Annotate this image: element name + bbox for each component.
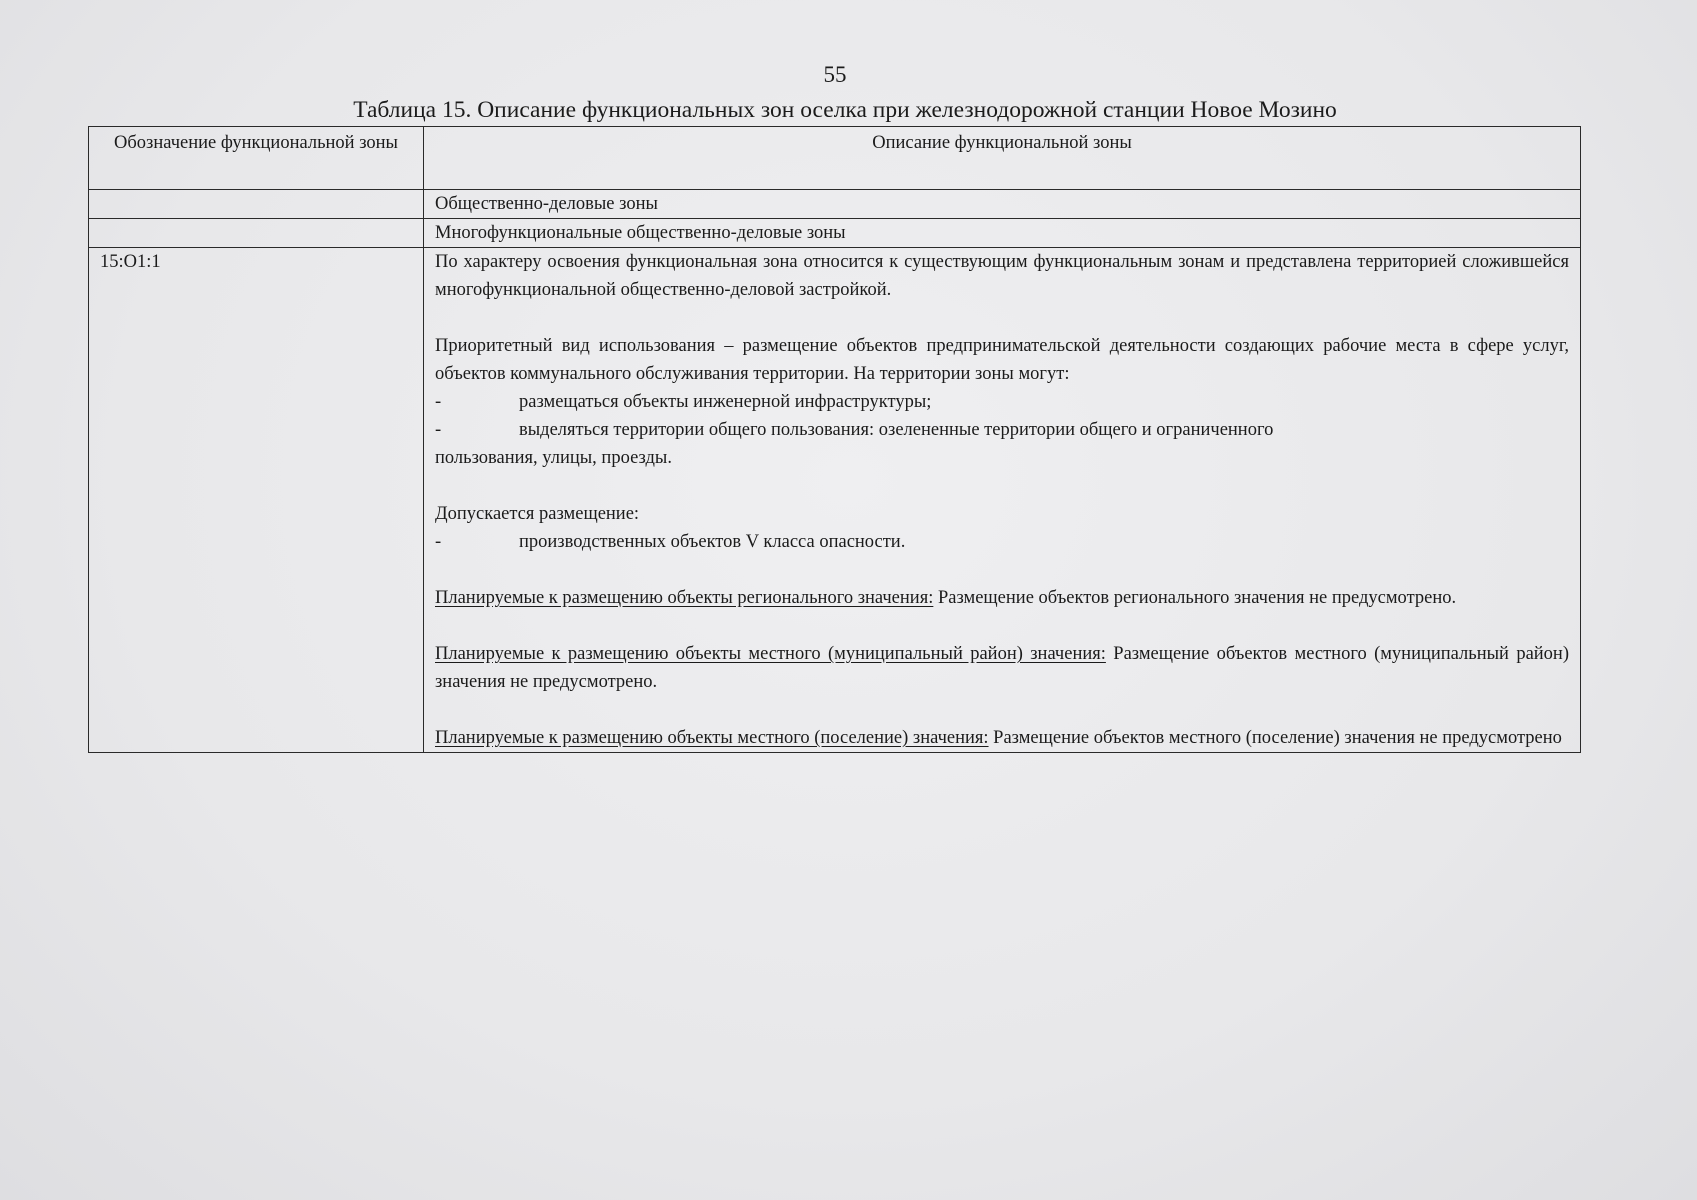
settlement-objects-text: Размещение объектов местного (поселение) значения не предусмотрено: [988, 728, 1562, 748]
bullet-marker: -: [435, 392, 442, 412]
list-item-text: производственных объектов V класса опасности.: [519, 532, 906, 552]
section-subcategory: Многофункциональные общественно-деловые зоны: [424, 219, 1581, 248]
settlement-objects-label: Планируемые к размещению объекты местного (поселение) значения:: [435, 728, 989, 748]
list-item-text: выделяться территории общего пользования: озелененные территории общего и ограниченного: [519, 420, 1274, 440]
table-row: [89, 248, 1581, 753]
section-category: Общественно-деловые зоны: [424, 190, 1581, 219]
list-item-text: размещаться объекты инженерной инфраструктуры;: [519, 392, 932, 412]
municipal-objects-paragraph: [435, 640, 1569, 696]
page-number: 55: [823, 62, 847, 87]
list-item-continuation: пользования, улицы, проезды.: [435, 448, 672, 468]
bullet-marker: -: [435, 420, 442, 440]
allowed-heading: Допускается размещение:: [435, 504, 640, 524]
regional-objects-paragraph: [435, 584, 1569, 612]
table-title: Таблица 15. Описание функциональных зон оселка при железнодорожной станции Новое Мозино: [353, 97, 1337, 123]
table-header-row: [89, 127, 1581, 190]
list-item: [435, 416, 1569, 444]
list-item: [435, 388, 1569, 416]
settlement-objects-paragraph: [435, 724, 1569, 752]
priority-use-paragraph: Приоритетный вид использования – размещение объектов предпринимательской деятельности создающих рабочие места в сфере услуг, объектов коммунального обслуживания территории. На территории зоны могут:: [435, 336, 1569, 384]
municipal-objects-text: Размещение объектов местного (муниципальный район) значения не предусмотрено.: [435, 644, 1569, 692]
section-code-empty: [89, 190, 424, 219]
zone-code: 15:О1:1: [89, 248, 424, 753]
list-item: [435, 528, 1569, 556]
regional-objects-text: Размещение объектов регионального значения не предусмотрено.: [933, 588, 1457, 608]
section-row-category: [89, 190, 1581, 219]
municipal-objects-label: Планируемые к размещению объекты местного (муниципальный район) значения:: [435, 644, 1106, 664]
regional-objects-label: Планируемые к размещению объекты регионального значения:: [435, 588, 934, 608]
functional-zones-table: [88, 126, 1581, 753]
description-paragraph: По характеру освоения функциональная зона относится к существующим функциональным зонам и представлена территорией сложившейся многофункциональной общественно-деловой застройкой.: [435, 252, 1569, 300]
bullet-marker: -: [435, 532, 442, 552]
header-description: Описание функциональной зоны: [424, 127, 1581, 190]
subsection-code-empty: [89, 219, 424, 248]
section-row-subcategory: [89, 219, 1581, 248]
zone-description: [424, 248, 1581, 753]
header-code: Обозначение функциональной зоны: [89, 127, 424, 190]
